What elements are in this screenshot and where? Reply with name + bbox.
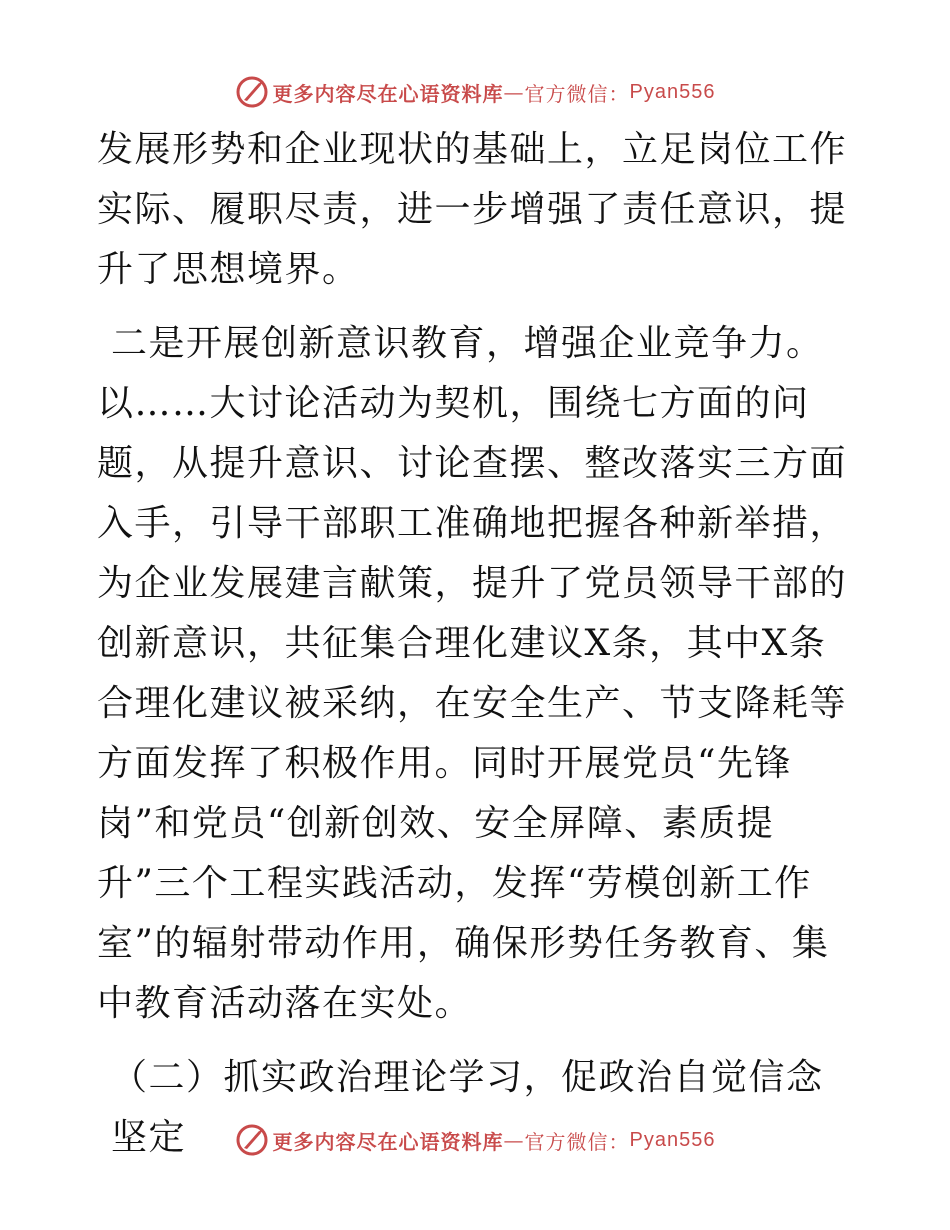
- watermark-separator: —: [503, 80, 525, 104]
- watermark-separator: —: [503, 1128, 525, 1152]
- paragraph-1: 发展形势和企业现状的基础上，立足岗位工作实际、履职尽责，进一步增强了责任意识，提升了思想境界。: [97, 129, 848, 290]
- quill-logo-icon: [235, 75, 269, 109]
- watermark-wechat-id: Pyan556: [629, 1128, 716, 1151]
- watermark-header: [0, 72, 950, 112]
- watermark-text: [273, 1126, 716, 1155]
- watermark-wechat-label: 官方微信：: [524, 81, 630, 106]
- watermark-wechat-label: 官方微信：: [524, 1129, 630, 1154]
- quill-logo-icon: [235, 1123, 269, 1157]
- watermark-library: 更多内容尽在心语资料库: [272, 1129, 504, 1154]
- watermark-footer: [0, 1120, 950, 1160]
- section-heading: （二）抓实政治理论学习，促政治自觉信念坚定: [111, 1057, 824, 1158]
- watermark-wechat-id: Pyan556: [629, 80, 716, 103]
- watermark-library: 更多内容尽在心语资料库: [272, 81, 504, 106]
- paragraph-2: [97, 314, 857, 1034]
- document-body: [97, 120, 857, 1168]
- paragraph-2-body: 以……大讨论活动为契机，围绕七方面的问题，从提升意识、讨论查摆、整改落实三方面入手，引导干部职工准确地把握各种新举措，为企业发展建言献策，提升了党员领导干部的创新意识，共征集合理化建议X条，其中X条合理化建议被采纳，在安全生产、节支降耗等方面发挥了积极作用。同时开展党员“先锋岗”和党员“创新创效、安全屏障、素质提升”三个工程实践活动，发挥“劳模创新工作室”的辐射带动作用，确保形势任务教育、集中教育活动落在实处。: [97, 383, 848, 1024]
- paragraph-2-heading: 二是开展创新意识教育，增强企业竞争力。: [111, 323, 824, 364]
- watermark-text: [273, 78, 716, 107]
